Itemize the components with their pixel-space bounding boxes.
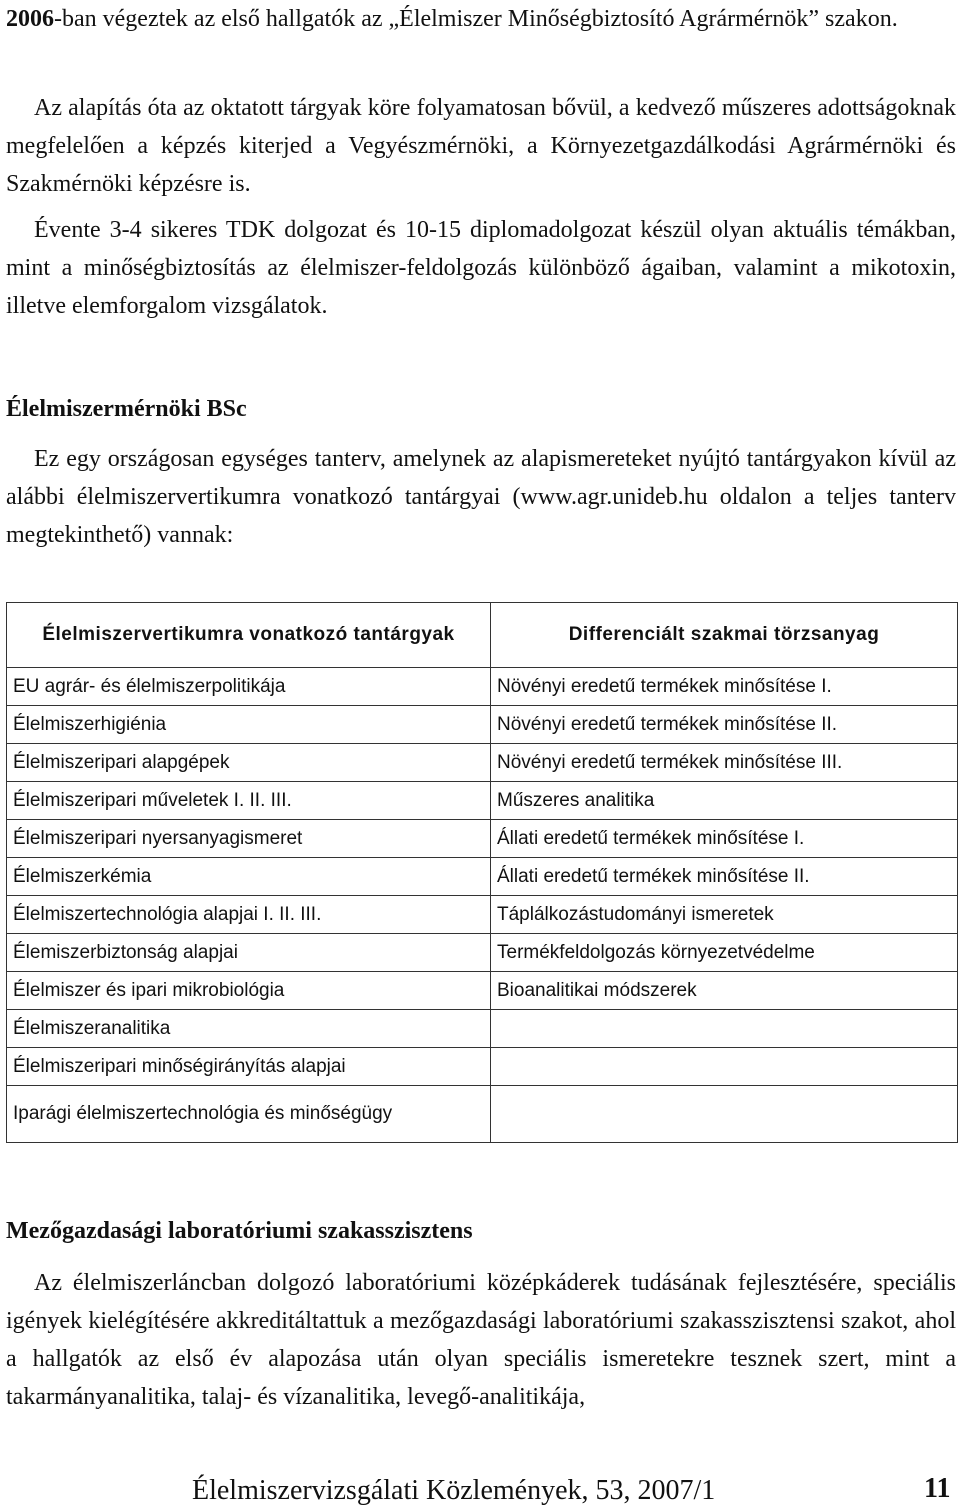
table-row [7, 934, 958, 972]
footer-journal-title: Élelmiszervizsgálati Közlemények, 53, 2007/1 [192, 1475, 716, 1506]
table-cell: Élelmiszeripari alapgépek [7, 744, 491, 782]
intro-paragraph-1 [6, 0, 956, 38]
table-cell: Állati eredetű termékek minősítése I. [491, 820, 958, 858]
table-row [7, 1048, 958, 1086]
table-row [7, 1010, 958, 1048]
bsc-paragraph: Ez egy országosan egységes tanterv, amelynek az alapismereteket nyújtó tantárgyakon kívül az alábbi élelmiszervertikumra vonatkozó tantárgyai (www.agr.unideb.hu oldalon a teljes tanterv megtekinthető) vannak: [6, 446, 956, 548]
table-row [7, 782, 958, 820]
courses-table [6, 602, 958, 1143]
table-cell [491, 1048, 958, 1086]
table-cell: Állati eredetű termékek minősítése II. [491, 858, 958, 896]
table-cell: Élemiszerbiztonság alapjai [7, 934, 491, 972]
table-row [7, 896, 958, 934]
table-cell: Élelmiszeranalitika [7, 1010, 491, 1048]
intro-paragraph-3: Évente 3-4 sikeres TDK dolgozat és 10-15 diplomadolgozat készül olyan aktuális témákban, mint a minőségbiztosítás az élelmiszer-feldolgozás különböző ágaiban, valamint a mikotoxin, illetve elemforgalom vizsgálatok. [6, 217, 956, 319]
table-cell: Iparági élelmiszertechnológia és minőségügy [7, 1086, 491, 1143]
table-cell [491, 1086, 958, 1143]
page-number: 11 [924, 1473, 951, 1504]
bsc-heading: Élelmiszermérnöki BSc [6, 396, 247, 422]
table-cell: Élelmiszerkémia [7, 858, 491, 896]
header-vertical-subjects: Élelmiszervertikumra vonatkozó tantárgyak [7, 603, 491, 668]
table-row [7, 972, 958, 1010]
table-row [7, 706, 958, 744]
intro-paragraph-2: Az alapítás óta az oktatott tárgyak köre folyamatosan bővül, a kedvező műszeres adottságoknak megfelelően a képzés kiterjed a Vegyészmérnöki, a Környezetgazdálkodási Agrármérnöki és Szakmérnöki képzésre is. [6, 95, 956, 197]
intro-paragraph-1-text: -ban végeztek az első hallgatók az „Élelmiszer Minőségbiztosító Agrármérnök” szakon. [54, 6, 898, 32]
table-cell: Növényi eredetű termékek minősítése I. [491, 668, 958, 706]
year-bold: 2006 [6, 6, 54, 32]
lab-heading: Mezőgazdasági laboratóriumi szakasszisztens [6, 1218, 473, 1244]
table-cell: Növényi eredetű termékek minősítése II. [491, 706, 958, 744]
table-cell [491, 1010, 958, 1048]
table-cell: Növényi eredetű termékek minősítése III. [491, 744, 958, 782]
table-cell: Bioanalitikai módszerek [491, 972, 958, 1010]
lab-paragraph: Az élelmiszerláncban dolgozó laboratóriumi középkáderek tudásának fejlesztésére, speciális igények kielégítésére akkreditáltattuk a mezőgazdasági laboratóriumi szakasszisztensi szakot, ahol a hallgatók az első év alapozása után olyan speciális ismeretekre tesznek szert, mint a takarmányanalitika, talaj- és vízanalitika, levegő-analitikája, [6, 1270, 956, 1410]
table-header-row [7, 603, 958, 668]
table-cell: Élelmiszerhigiénia [7, 706, 491, 744]
table-row [7, 858, 958, 896]
table-cell: Élelmiszeripari nyersanyagismeret [7, 820, 491, 858]
table-row [7, 668, 958, 706]
table-cell: Termékfeldolgozás környezetvédelme [491, 934, 958, 972]
table-cell: EU agrár- és élelmiszerpolitikája [7, 668, 491, 706]
table-cell: Élelmiszeripari műveletek I. II. III. [7, 782, 491, 820]
table-cell: Élelmiszeripari minőségirányítás alapjai [7, 1048, 491, 1086]
table-cell: Élelmiszer és ipari mikrobiológia [7, 972, 491, 1010]
table-row [7, 1086, 958, 1143]
table-row [7, 744, 958, 782]
table-cell: Élelmiszertechnológia alapjai I. II. III. [7, 896, 491, 934]
header-core-subjects: Differenciált szakmai törzsanyag [491, 603, 958, 668]
table-cell: Táplálkozástudományi ismeretek [491, 896, 958, 934]
table-cell: Műszeres analitika [491, 782, 958, 820]
table-row [7, 820, 958, 858]
